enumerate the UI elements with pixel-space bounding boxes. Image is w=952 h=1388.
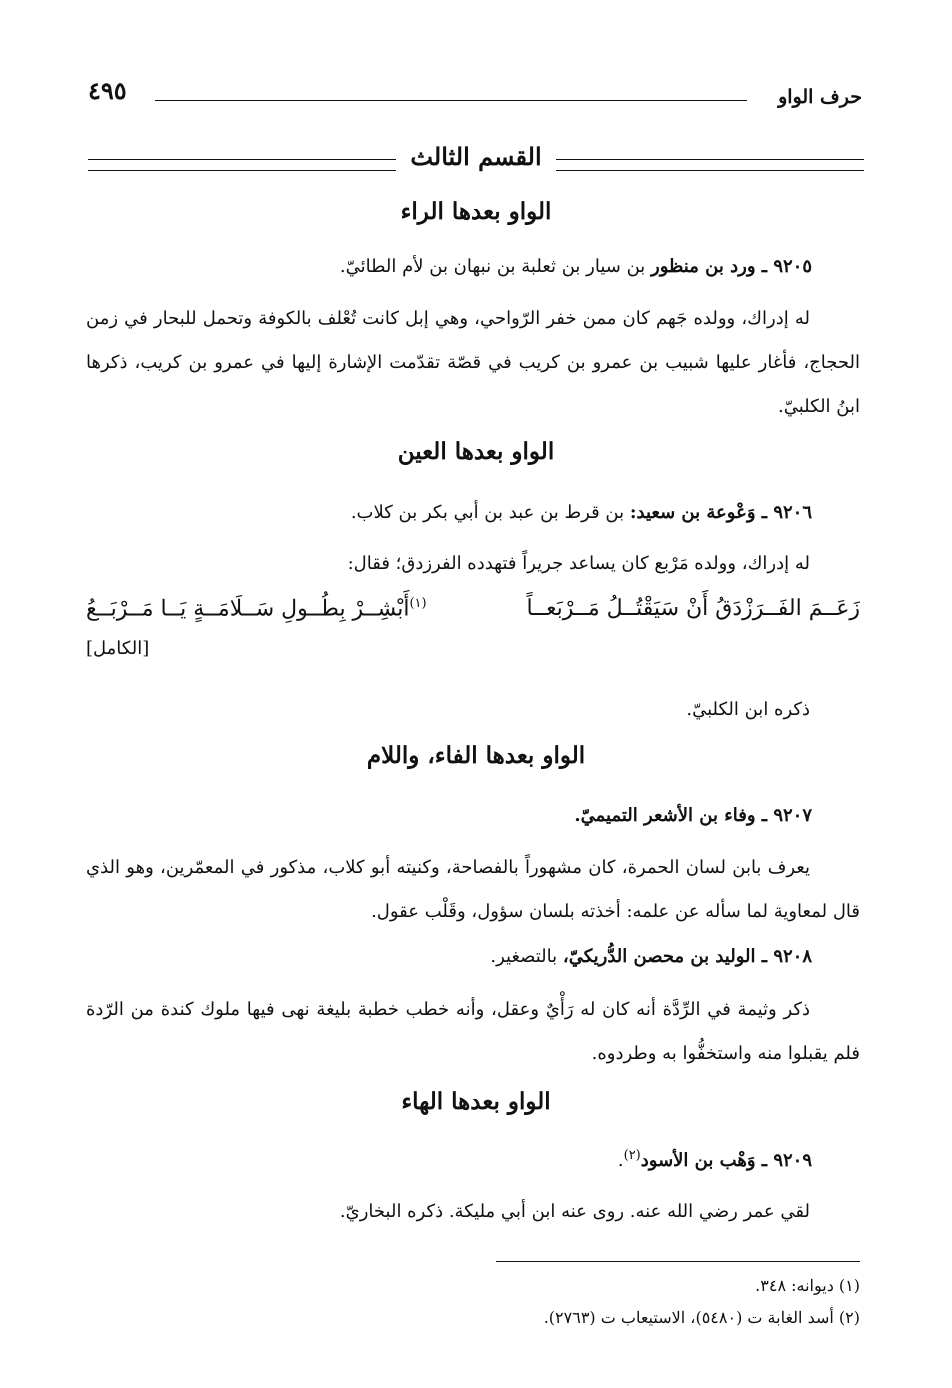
footnote-mark: (١) bbox=[409, 596, 427, 611]
paragraph-9209: لقي عمر رضي الله عنه. روى عنه ابن أبي مليكة. ذكره البخاريّ. bbox=[339, 1201, 810, 1222]
footnote-2: (٢) أسد الغابة ت (٥٤٨٠)، الاستيعاب ت (٢٧٦٣). bbox=[543, 1308, 860, 1327]
entry-9208 bbox=[490, 946, 812, 967]
footnote-1: (١) ديوانه: ٣٤٨. bbox=[755, 1276, 860, 1295]
header-rule bbox=[155, 100, 747, 101]
page-number: ٤٩٥ bbox=[88, 76, 127, 105]
entry-9206 bbox=[351, 502, 812, 523]
entry-number-name: ٩٢٠٩ ـ وَهْب بن الأسود bbox=[640, 1150, 812, 1171]
paragraph-9207: يعرف بابن لسان الحمرة، كان مشهوراً بالفصاحة، وكنيته أبو كلاب، مذكور في المعمّرين، وهو الذي قال لمعاوية لما سأله عن علمه: أخذته بلسان سؤول، وقَلْب عقول. bbox=[86, 857, 860, 922]
entry-number-name: ٩٢٠٧ ـ وفاء بن الأشعر التميميّ. bbox=[574, 805, 812, 826]
paragraph-9206-source: ذكره ابن الكلبيّ. bbox=[686, 699, 810, 720]
entry-number-name: ٩٢٠٥ ـ ورد بن منظور bbox=[651, 256, 812, 277]
heading-waw-haa: الواو بعدها الهاء bbox=[401, 1088, 551, 1115]
entry-lineage: بن قرط بن عبد بن أبي بكر بن كلاب. bbox=[350, 502, 625, 523]
heading-waw-raa: الواو بعدها الراء bbox=[400, 198, 552, 225]
verse-meter: [الكامل] bbox=[86, 638, 150, 659]
heading-waw-faa-lam: الواو بعدها الفاء، واللام bbox=[366, 742, 586, 769]
poetry-verse bbox=[86, 596, 860, 636]
paragraph-9208: ذكر وثيمة في الرِّدَّة أنه كان له رَأْيٌ وعقل، وأنه خطب خطبة بليغة نهى فيها ملوك كندة من الرّدة فلم يقبلوا منه واستخفُّوا به وطردوه. bbox=[86, 999, 860, 1064]
entry-lineage: بن سيار بن ثعلبة بن نبهان بن لأم الطائيّ. bbox=[339, 256, 646, 277]
verse-hemistich-first: زَعَــمَ الفَــرَزْدَقُ أَنْ سَيَقْتُــلُ مَــرْبَعــاً bbox=[526, 596, 860, 621]
heading-waw-ain: الواو بعدها العين bbox=[397, 438, 555, 465]
section-title: القسم الثالث bbox=[410, 142, 542, 171]
entry-9207 bbox=[574, 805, 812, 826]
entry-9209: ٩٢٠٩ ـ وَهْب بن الأسود$^{(٢)}$. bbox=[617, 1148, 812, 1171]
footnote-mark: (٢) bbox=[623, 1148, 641, 1163]
section-banner bbox=[88, 140, 864, 180]
verse-hemistich-second: $^{(١)}$أَبْشِــرْ بِطُــولِ سَــلَامَــةٍ يَــا مَــرْبَــعُ bbox=[86, 596, 427, 622]
running-header-title: حرف الواو bbox=[778, 86, 862, 108]
entry-lineage: بالتصغير. bbox=[490, 946, 558, 967]
entry-9205 bbox=[340, 256, 812, 277]
paragraph-9206: له إدراك، وولده مَرْبع كان يساعد جريراً فتهدده الفرزدق؛ فقال: bbox=[347, 553, 810, 574]
paragraph-9205: له إدراك، وولده جَهم كان ممن خفر الرّواحي، وهي إبل كانت تُعْلف بالكوفة وتحمل للبحار في زمن الحجاج، فأغار عليها شبيب بن عمرو بن كريب في قصّة تقدّمت الإشارة إليها في عمرو بن كريب، ذكرها ابنُ الكلبيّ. bbox=[86, 308, 860, 417]
footnote-rule bbox=[496, 1261, 860, 1262]
entry-number-name: ٩٢٠٦ ـ وَعْوعة بن سعيد: bbox=[629, 502, 812, 523]
entry-number-name: ٩٢٠٨ ـ الوليد بن محصن الدُّريكيّ، bbox=[562, 946, 812, 967]
